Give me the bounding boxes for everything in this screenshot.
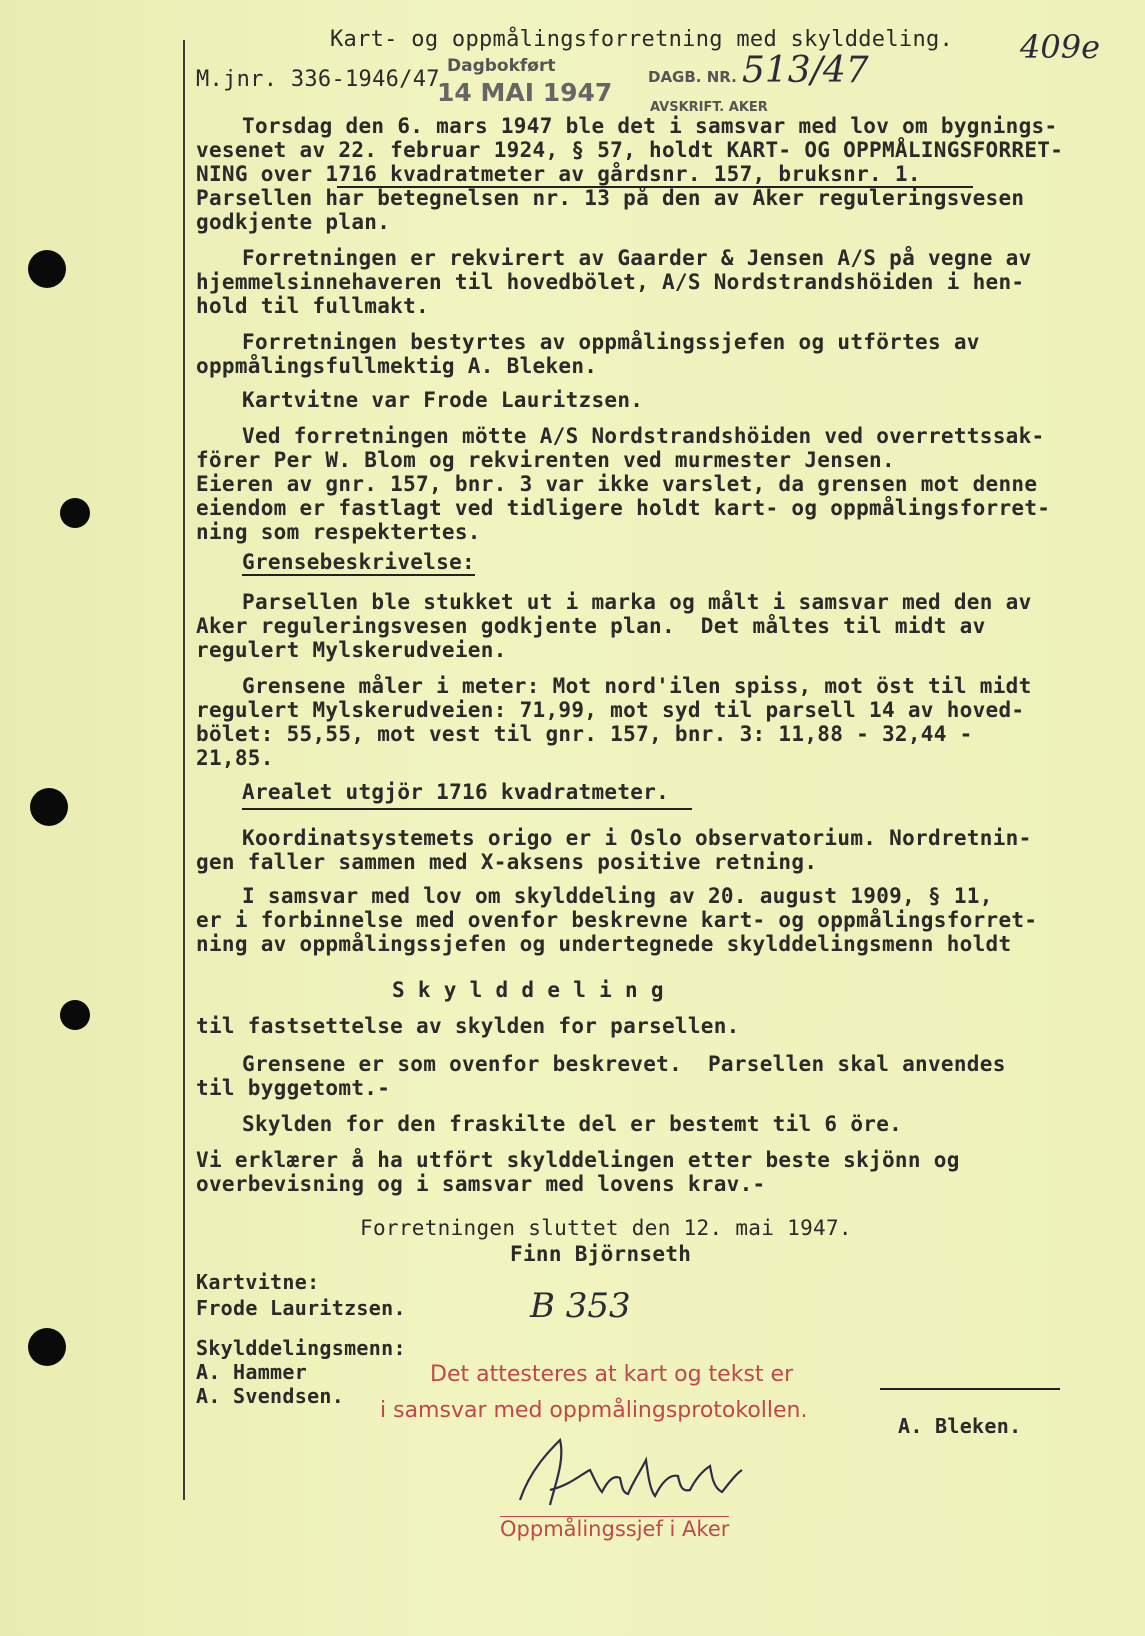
- attest-stamp-line1: Det attesteres at kart og tekst er: [430, 1362, 794, 1387]
- margin-line: [183, 40, 185, 1500]
- para9-line1: Koordinatsystemets origo er i Oslo observatorium. Nordretnin-: [242, 826, 1032, 850]
- para10-line1: I samsvar med lov om skylddeling av 20. august 1909, § 11,: [242, 884, 993, 908]
- para11-line1: til fastsettelse av skylden for parsellen.: [196, 1014, 740, 1038]
- para1-line1: Torsdag den 6. mars 1947 ble det i samsvar med lov om bygnings-: [242, 114, 1058, 138]
- para14-line2: overbevisning og i samsvar med lovens krav.-: [196, 1172, 766, 1196]
- para8-underline: [242, 808, 692, 810]
- stamp-date: 14 MAI 1947: [437, 78, 613, 107]
- para12-line1: Grensene er som ovenfor beskrevet. Parsellen skal anvendes: [242, 1052, 1006, 1076]
- closing-line: Forretningen sluttet den 12. mai 1947.: [360, 1216, 852, 1240]
- para7-line2: regulert Mylskerudveien: 71,99, mot syd til parsell 14 av hoved-: [196, 698, 1025, 722]
- punch-hole-4: [60, 1000, 90, 1030]
- punch-hole-3: [30, 788, 68, 826]
- para6-line3: regulert Mylskerudveien.: [196, 638, 507, 662]
- para14-line1: Vi erklærer å ha utfört skylddelingen etter beste skjönn og: [196, 1148, 960, 1172]
- kartvitne-name: Frode Lauritzsen.: [196, 1296, 406, 1320]
- para1-line2: vesenet av 22. februar 1924, § 57, holdt KART- OG OPPMÅLINGSFORRET-: [196, 138, 1064, 162]
- para9-line2: gen faller sammen med X-aksens positive retning.: [196, 850, 818, 874]
- para13-line1: Skylden for den fraskilte del er bestemt til 6 öre.: [242, 1112, 903, 1136]
- para7-line3: bölet: 55,55, mot vest til gnr. 157, bnr. 3: 11,88 - 32,44 -: [196, 722, 973, 746]
- margin-note: B 353: [530, 1286, 631, 1326]
- para1-line5: godkjente plan.: [196, 210, 391, 234]
- para5-line4: eiendom er fastlagt ved tidligere holdt kart- og oppmålingsforret-: [196, 496, 1051, 520]
- punch-hole-1: [28, 250, 66, 288]
- heading-grensebeskrivelse: Grensebeskrivelse:: [242, 550, 475, 574]
- para7-line1: Grensene måler i meter: Mot nord'ilen spiss, mot öst til midt: [242, 674, 1032, 698]
- bleken-name: A. Bleken.: [898, 1414, 1022, 1438]
- stamp-dagb-nr: DAGB. NR.: [648, 68, 737, 86]
- page-title: Kart- og oppmålingsforretning med skylddeling.: [330, 27, 954, 52]
- para5-line5: ning som respektertes.: [196, 520, 481, 544]
- skylddelingsmenn-label: Skylddelingsmenn:: [196, 1336, 406, 1360]
- para1-line3: NING over 1716 kvadratmeter av gårdsnr. 157, bruksnr. 1.: [196, 162, 921, 186]
- para2-line1: Forretningen er rekvirert av Gaarder & Jensen A/S på vegne av: [242, 246, 1032, 270]
- journal-number: M.jnr. 336-1946/47: [196, 67, 440, 92]
- para12-line2: til byggetomt.-: [196, 1076, 391, 1100]
- attest-stamp-signer: Oppmålingssjef i Aker: [500, 1517, 730, 1541]
- para5-line3: Eieren av gnr. 157, bnr. 3 var ikke varslet, da grensen mot denne: [196, 472, 1038, 496]
- signature-line-bleken: [880, 1388, 1060, 1390]
- stamp-dagbokfort: Dagbokført: [447, 56, 556, 76]
- para3-line1: Forretningen bestyrtes av oppmålingssjefen og utförtes av: [242, 330, 980, 354]
- closing-name: Finn Björnseth: [510, 1242, 692, 1266]
- para2-line3: hold til fullmakt.: [196, 294, 429, 318]
- para3-line2: oppmålingsfullmektig A. Bleken.: [196, 354, 598, 378]
- skylddelingsmann-2: A. Svendsen.: [196, 1384, 345, 1408]
- para6-line2: Aker reguleringsvesen godkjente plan. Det måltes til midt av: [196, 614, 986, 638]
- para1-line4: Parsellen har betegnelsen nr. 13 på den av Aker reguleringsvesen: [196, 186, 1025, 210]
- handwritten-signature: [510, 1430, 750, 1520]
- stamp-avskrift: AVSKRIFT. AKER: [650, 100, 768, 115]
- folio-number: 409e: [1020, 28, 1101, 66]
- para2-line2: hjemmelsinnehaveren til hovedbölet, A/S Nordstrandshöiden i hen-: [196, 270, 1025, 294]
- para4-line1: Kartvitne var Frode Lauritzsen.: [242, 388, 644, 412]
- attest-stamp-line2: i samsvar med oppmålingsprotokollen.: [380, 1398, 808, 1423]
- para6-line1: Parsellen ble stukket ut i marka og målt i samsvar med den av: [242, 590, 1032, 614]
- punch-hole-5: [28, 1328, 66, 1366]
- para5-line1: Ved forretningen mötte A/S Nordstrandshöiden ved overrettssak-: [242, 424, 1045, 448]
- skylddelingsmann-1: A. Hammer: [196, 1360, 308, 1384]
- heading-skylddeling: S k y l d d e l i n g: [392, 978, 664, 1002]
- punch-hole-2: [60, 498, 90, 528]
- para7-line4: 21,85.: [196, 746, 274, 770]
- dagb-nr-value: 513/47: [742, 50, 869, 91]
- para10-line3: ning av oppmålingssjefen og undertegnede skylddelingsmenn holdt: [196, 932, 1012, 956]
- kartvitne-label: Kartvitne:: [196, 1270, 320, 1294]
- para8-line1: Arealet utgjör 1716 kvadratmeter.: [242, 780, 670, 804]
- para5-line2: förer Per W. Blom og rekvirenten ved murmester Jensen.: [196, 448, 895, 472]
- para10-line2: er i forbinnelse med ovenfor beskrevne kart- og oppmålingsforret-: [196, 908, 1038, 932]
